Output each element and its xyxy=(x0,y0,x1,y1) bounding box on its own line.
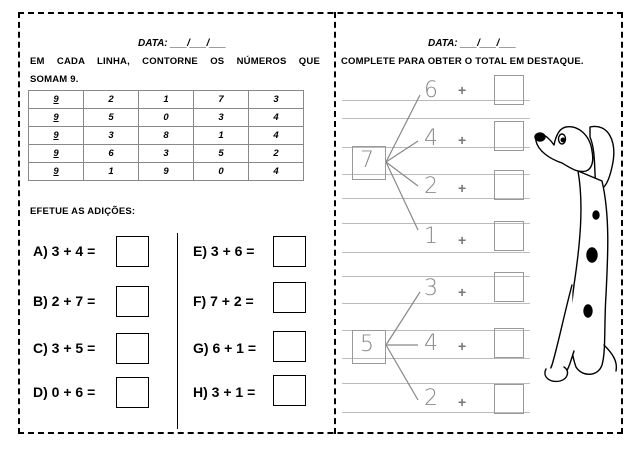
plus-sign: + xyxy=(458,232,467,248)
dog-illustration xyxy=(532,115,620,385)
addition-d: D) 0 + 6 = xyxy=(33,384,96,400)
part-number: 1 xyxy=(424,224,438,249)
addition-a: A) 3 + 4 = xyxy=(33,243,96,259)
plus-sign: + xyxy=(458,180,467,196)
table-cell[interactable]: 9 xyxy=(29,163,84,181)
table-cell[interactable]: 4 xyxy=(249,109,304,127)
plus-sign: + xyxy=(458,338,467,354)
table-cell[interactable]: 1 xyxy=(194,127,249,145)
table-cell[interactable]: 1 xyxy=(84,163,139,181)
table-cell[interactable]: 2 xyxy=(249,145,304,163)
addition-h: H) 3 + 1 = xyxy=(193,384,256,400)
addition-c: C) 3 + 5 = xyxy=(33,340,96,356)
table-cell[interactable]: 2 xyxy=(84,91,139,109)
plus-sign: + xyxy=(458,82,467,98)
table-cell[interactable]: 9 xyxy=(29,127,84,145)
addition-b: B) 2 + 7 = xyxy=(33,293,96,309)
addition-f: F) 7 + 2 = xyxy=(193,293,254,309)
total-number-1: 7 xyxy=(360,148,374,173)
table-cell[interactable]: 8 xyxy=(139,127,194,145)
table-cell[interactable]: 1 xyxy=(139,91,194,109)
table-cell[interactable]: 6 xyxy=(84,145,139,163)
addition-e: E) 3 + 6 = xyxy=(193,243,255,259)
table-cell[interactable]: 3 xyxy=(194,109,249,127)
part-number: 4 xyxy=(424,331,438,356)
table-cell[interactable]: 5 xyxy=(84,109,139,127)
complete-instruction: COMPLETE PARA OBTER O TOTAL EM DESTAQUE. xyxy=(341,56,584,67)
table-cell[interactable]: 9 xyxy=(29,145,84,163)
table-cell[interactable]: 9 xyxy=(29,109,84,127)
instruction-line-2: SOMAM 9. xyxy=(30,74,79,85)
part-number: 2 xyxy=(424,386,438,411)
answer-box[interactable] xyxy=(494,328,524,358)
part-number: 3 xyxy=(424,276,438,301)
additions-title: EFETUE AS ADIÇÕES: xyxy=(30,206,136,217)
table-cell[interactable]: 9 xyxy=(29,91,84,109)
answer-box[interactable] xyxy=(494,75,524,105)
plus-sign: + xyxy=(458,394,467,410)
answer-box[interactable] xyxy=(494,170,524,200)
date-label-left: DATA: ___/___/___ xyxy=(138,38,227,49)
table-cell[interactable]: 9 xyxy=(139,163,194,181)
instruction-line-1: EM CADA LINHA, CONTORNE OS NÚMEROS QUE xyxy=(30,56,320,67)
table-cell[interactable]: 5 xyxy=(194,145,249,163)
answer-box[interactable] xyxy=(494,121,524,151)
table-cell[interactable]: 3 xyxy=(139,145,194,163)
table-cell[interactable]: 3 xyxy=(84,127,139,145)
branch-line xyxy=(386,292,420,345)
answer-box[interactable] xyxy=(494,384,524,414)
total-number-2: 5 xyxy=(360,332,374,357)
table-cell[interactable]: 0 xyxy=(139,109,194,127)
plus-sign: + xyxy=(458,132,467,148)
table-cell[interactable]: 0 xyxy=(194,163,249,181)
part-number: 6 xyxy=(424,78,438,103)
branch-line xyxy=(386,345,418,400)
table-cell[interactable]: 4 xyxy=(249,163,304,181)
table-cell[interactable]: 4 xyxy=(249,127,304,145)
branch-line xyxy=(386,162,418,186)
part-number: 2 xyxy=(424,174,438,199)
answer-box[interactable] xyxy=(494,272,524,302)
addition-g: G) 6 + 1 = xyxy=(193,340,257,356)
answer-box[interactable] xyxy=(494,221,524,251)
table-cell[interactable]: 7 xyxy=(194,91,249,109)
branch-line xyxy=(386,162,418,230)
table-cell[interactable]: 3 xyxy=(249,91,304,109)
date-label-right: DATA: ___/___/___ xyxy=(428,38,517,49)
part-number: 4 xyxy=(424,126,438,151)
plus-sign: + xyxy=(458,284,467,300)
branch-line xyxy=(386,95,420,162)
